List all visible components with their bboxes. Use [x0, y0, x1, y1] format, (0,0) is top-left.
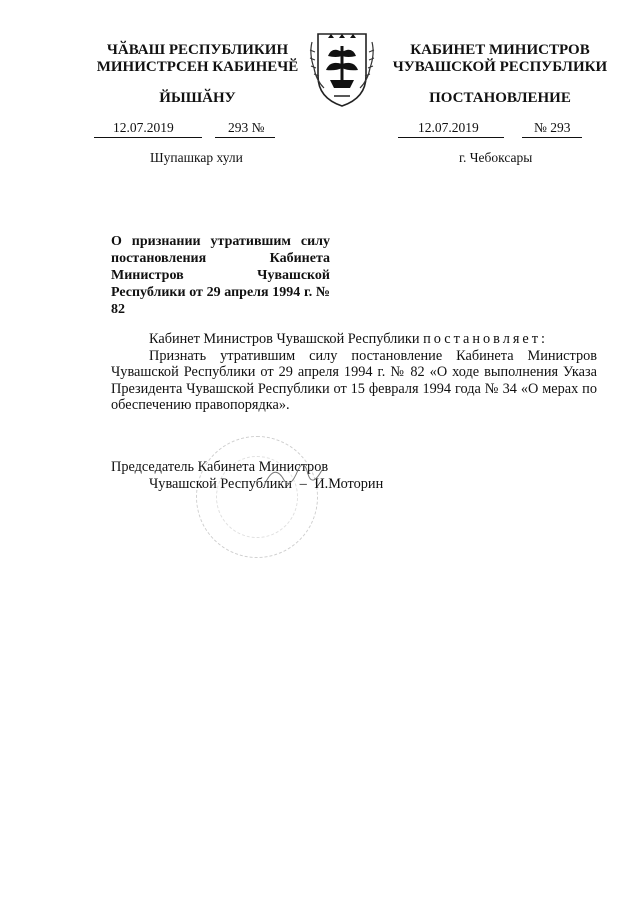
right-date-underline [398, 137, 504, 138]
signature-title-line1: Председатель Кабинета Министров [111, 459, 329, 475]
header-right-line1: КАБИНЕТ МИНИСТРОВ [410, 42, 590, 58]
document-body [111, 331, 597, 414]
signature-title-line2: Чувашской Республики [149, 476, 293, 492]
left-date-underline [94, 137, 202, 138]
chuvash-emblem-icon [308, 28, 376, 110]
body-paragraph: Признать утратившим силу постановление Кабинета Министров Чувашской Республики от 29 апреля 1994 г. № 82 «О ходе выполнения Указа Президента Чувашской Республики от 15 февраля 1994 года № 34 «О мерах по обеспечению правопорядка». [111, 347, 597, 414]
right-number: № 293 [534, 120, 571, 135]
header-right-doc-type: ПОСТАНОВЛЕНИЕ [429, 90, 571, 106]
handwritten-signature [258, 456, 328, 496]
left-number: 293 № [228, 120, 265, 135]
left-date: 12.07.2019 [113, 120, 174, 135]
body-intro [111, 331, 597, 348]
header-right-line2: ЧУВАШСКОЙ РЕСПУБЛИКИ [392, 59, 608, 75]
right-number-underline [522, 137, 582, 138]
left-number-underline [215, 137, 275, 138]
body-intro-prefix: Кабинет Министров Чувашской Республики [149, 331, 420, 347]
left-city: Шупашкар хули [150, 150, 243, 165]
header-left-line2: МИНИСТРСЕН КАБИНЕЧӖ [96, 59, 299, 75]
header-left-doc-type: ЙЫШӐНУ [159, 90, 236, 106]
document-title: О признании утратившим силу постановления Кабинета Министров Чувашской Республики от 29 апреля 1994 г. № 82 [111, 234, 330, 317]
right-city: г. Чебоксары [459, 150, 533, 165]
header-left-line1: ЧӐВАШ РЕСПУБЛИКИН [106, 42, 289, 58]
right-date: 12.07.2019 [418, 120, 479, 135]
body-intro-verb: постановляет: [423, 331, 549, 347]
signature-dash: – [299, 476, 307, 492]
signature-name: И.Моторин [314, 476, 384, 492]
